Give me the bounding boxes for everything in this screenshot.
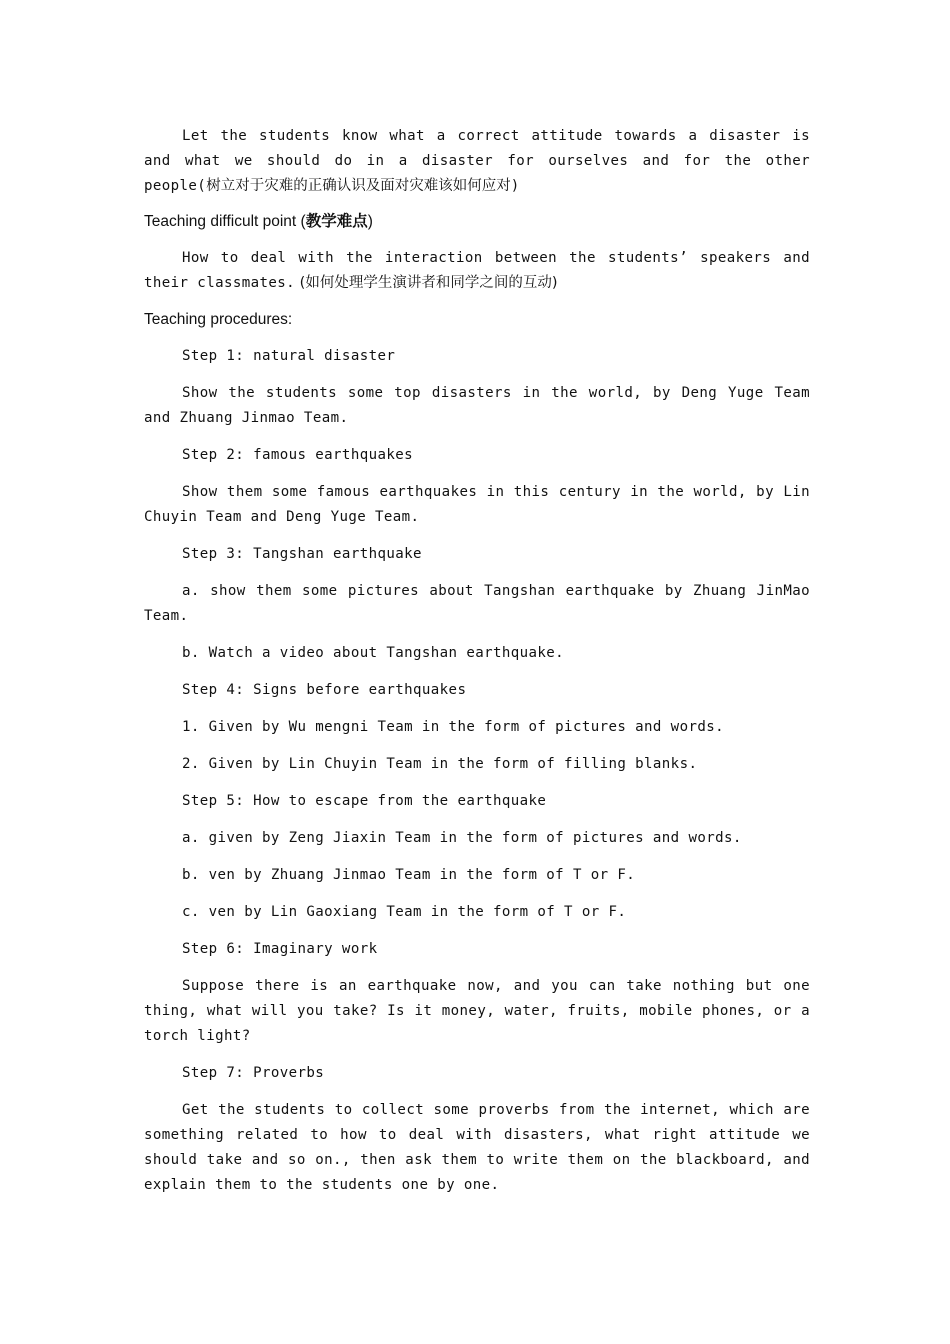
difficult-text: How to deal with the interaction between the students’ speakers and their classmates. (144, 250, 810, 291)
difficult-text-cn: (如何处理学生演讲者和同学之间的互动) (295, 275, 558, 291)
step-4-title: Step 4: Signs before earthquakes (182, 682, 467, 698)
difficult-heading-cn: 教学难点 (305, 213, 368, 230)
step-6-paragraph: Suppose there is an earthquake now, and you can take nothing but one thing, what will you take? Is it money, water, fruits, mobile phones, or a torch light? (144, 978, 810, 1044)
step-6-title: Step 6: Imaginary work (182, 941, 378, 957)
difficult-heading-end: ) (367, 213, 373, 230)
step-1-paragraph: Show the students some top disasters in the world, by Deng Yuge Team and Zhuang Jinmao Team. (144, 385, 810, 426)
attitude-text-end: ) (510, 178, 520, 194)
attitude-text: Let the students know what a correct attitude towards a disaster is and what we should do in a disaster for ourselves and for the other people( (144, 128, 810, 194)
step-4-item-2: 2. Given by Lin Chuyin Team in the form of filling blanks. (182, 756, 698, 772)
teaching-procedures-heading: Teaching procedures: (144, 311, 293, 328)
step-2-title: Step 2: famous earthquakes (182, 447, 414, 463)
difficult-paragraph (144, 246, 810, 296)
step-3-item-b: b. Watch a video about Tangshan earthquake. (182, 645, 565, 661)
step-5-item-b: b. ven by Zhuang Jinmao Team in the form of T or F. (182, 867, 636, 883)
step-7-title: Step 7: Proverbs (182, 1065, 325, 1081)
document-page (144, 124, 810, 1210)
step-5-title: Step 5: How to escape from the earthquake (182, 793, 547, 809)
step-3-item-a: a. show them some pictures about Tangshan earthquake by Zhuang JinMao Team. (144, 583, 810, 624)
step-4-item-1: 1. Given by Wu mengni Team in the form of pictures and words. (182, 719, 724, 735)
attitude-paragraph (144, 124, 810, 199)
step-2-paragraph: Show them some famous earthquakes in this century in the world, by Lin Chuyin Team and Deng Yuge Team. (144, 484, 810, 525)
step-5-item-c: c. ven by Lin Gaoxiang Team in the form of T or F. (182, 904, 627, 920)
difficult-heading-text: Teaching difficult point ( (144, 213, 306, 230)
step-7-paragraph: Get the students to collect some proverbs from the internet, which are something related to how to deal with disasters, what right attitude we should take and so on., then ask them to write them on the blackboard, and explain them to the students one by one. (144, 1102, 810, 1193)
step-1-title: Step 1: natural disaster (182, 348, 396, 364)
step-5-item-a: a. given by Zeng Jiaxin Team in the form of pictures and words. (182, 830, 742, 846)
step-3-title: Step 3: Tangshan earthquake (182, 546, 422, 562)
teaching-difficult-heading (144, 210, 810, 234)
attitude-text-cn: 树立对于灾难的正确认识及面对灾难该如何应对 (206, 178, 511, 194)
